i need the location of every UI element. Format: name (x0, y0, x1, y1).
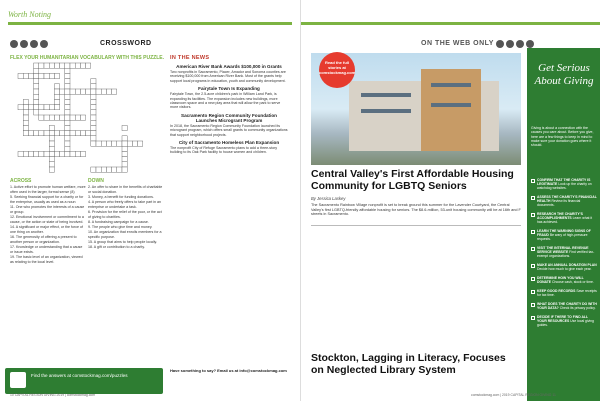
article1-title[interactable]: Central Valley's First Affordable Housing Community for LGBTQ Seniors (311, 168, 514, 192)
right-page (300, 0, 600, 401)
news-story-title[interactable]: Fairytale Town Is Expanding (198, 86, 260, 92)
crossword-cell[interactable] (65, 115, 70, 120)
crossword-cell[interactable] (70, 63, 75, 68)
across-label: ACROSS (10, 178, 32, 184)
crossword-cell[interactable] (91, 79, 96, 84)
checkbox-icon (531, 213, 535, 217)
crossword-cell[interactable] (34, 79, 39, 84)
checklist-head: LEARN THE WARNING SIGNS OF FRAUD (537, 229, 591, 237)
crossword-cell[interactable] (18, 151, 23, 156)
crossword-cell[interactable] (65, 136, 70, 141)
building-tower (421, 69, 481, 151)
news-story-title[interactable]: City of Sacramento Homeless Plan Expansion (178, 140, 280, 146)
clue-item: 18. A gift or contribution to a charity. (88, 245, 145, 249)
crossword-cell[interactable] (65, 89, 70, 94)
crossword-cell[interactable] (54, 73, 59, 78)
crossword-cell[interactable] (39, 105, 44, 110)
crossword-cell[interactable] (23, 151, 28, 156)
checklist-detail: Choose cash, stock or time. (552, 280, 594, 284)
news-story-body: Fairytale Town, the 2.5-acre children's park in William Land Park, is expanding its facilities. The expansion includes new buildings, more classroom space and a new play area that will allow the park to serve more visitors. (170, 92, 281, 110)
crossword-cell[interactable] (80, 131, 85, 136)
crossword-cell[interactable] (23, 120, 28, 125)
crossword-cell[interactable] (23, 73, 28, 78)
crossword-cell[interactable] (75, 115, 80, 120)
checklist-item (531, 276, 597, 284)
crossword-cell[interactable] (75, 89, 80, 94)
checklist-text (537, 178, 597, 190)
window-row (431, 103, 471, 107)
crossword-cell[interactable] (91, 89, 96, 94)
crossword-cell[interactable] (39, 151, 44, 156)
header-rule (8, 22, 292, 25)
crossword-cell[interactable] (65, 73, 70, 78)
crossword-cell[interactable] (49, 151, 54, 156)
crossword-cell[interactable] (34, 99, 39, 104)
crossword-cell[interactable] (28, 105, 33, 110)
sidebar-title: Get Serious About Giving (534, 62, 594, 87)
crossword-cell[interactable] (34, 63, 39, 68)
crossword-cell[interactable] (106, 141, 111, 146)
header-rule-right (301, 22, 600, 25)
crossword-cell[interactable] (91, 94, 96, 99)
crossword-cell[interactable] (34, 94, 39, 99)
news-header: IN THE NEWS (170, 55, 210, 61)
window-row (361, 109, 411, 113)
crossword-cell[interactable] (122, 146, 127, 151)
checklist-detail: Be wary of high-pressure requests. (537, 233, 588, 241)
crossword-cell[interactable] (70, 89, 75, 94)
crossword-cell[interactable] (34, 105, 39, 110)
social-icons (10, 40, 48, 48)
crossword-cell[interactable] (44, 151, 49, 156)
crossword-cell[interactable] (49, 157, 54, 162)
crossword-cell[interactable] (65, 68, 70, 73)
crossword-cell[interactable] (23, 125, 28, 130)
crossword-cell[interactable] (34, 84, 39, 89)
window-row (361, 93, 411, 97)
crossword-cell[interactable] (65, 99, 70, 104)
crossword-cell[interactable] (28, 73, 33, 78)
crossword-cell[interactable] (34, 89, 39, 94)
crossword-cell[interactable] (44, 131, 49, 136)
instagram-icon[interactable] (516, 40, 524, 48)
crossword-cell[interactable] (96, 141, 101, 146)
crossword-cell[interactable] (112, 141, 117, 146)
crossword-cell[interactable] (60, 63, 65, 68)
crossword-cell[interactable] (106, 89, 111, 94)
clue-item: 19. The basic level of an organization, viewed as relating to the local level. (10, 255, 83, 264)
crossword-cell[interactable] (86, 63, 91, 68)
crossword-cell[interactable] (49, 115, 54, 120)
checkbox-icon (531, 290, 535, 294)
news-story-body: Two nonprofits in Sacramento, Placer, Amador and Sonoma counties are receiving $100,000 from American River Bank. Most of the grants help support local programs in education, youth and community development. (170, 70, 286, 83)
checklist-text (537, 229, 597, 241)
checklist-head: ASSESS THE CHARITY'S FINANCIAL HEALTH (537, 195, 597, 203)
divider (311, 225, 521, 226)
checklist-head: KEEP GOOD RECORDS (537, 289, 576, 293)
crossword-cell[interactable] (132, 141, 137, 146)
crossword-cell[interactable] (60, 115, 65, 120)
crossword-cell[interactable] (65, 79, 70, 84)
checklist-detail: Review its financial documents. (537, 199, 581, 207)
crossword-cell[interactable] (80, 115, 85, 120)
crossword-cell[interactable] (49, 131, 54, 136)
crossword-cell[interactable] (23, 115, 28, 120)
clue-item: 2. An offer to share in the benefits of charitable or social donation. (88, 185, 163, 194)
crossword-cell[interactable] (80, 89, 85, 94)
crossword-grid[interactable] (10, 62, 165, 174)
checklist-detail: Decide how much to give each year. (537, 267, 592, 271)
crossword-cell[interactable] (34, 68, 39, 73)
crossword-cell[interactable] (49, 162, 54, 167)
checklist-text (537, 315, 597, 327)
crossword-cell[interactable] (39, 73, 44, 78)
crossword-cell[interactable] (65, 120, 70, 125)
crossword-cell[interactable] (91, 141, 96, 146)
news-story-body: In 2018, the Sacramento Region Community Foundation launched its microgrant program, which offers small grants to community organizations that support neighborhood projects. (170, 123, 288, 137)
checklist-detail: Check its privacy policy. (559, 306, 596, 310)
crossword-cell[interactable] (101, 167, 106, 172)
news-story-title[interactable]: Sacramento Region Community Foundation Launches Microgrant Program (181, 112, 277, 123)
clue-item: 14. A significant or major effect, or the force of one thing on another. (10, 225, 84, 234)
crossword-cell[interactable] (75, 131, 80, 136)
crossword-cell[interactable] (91, 136, 96, 141)
down-clues (88, 185, 164, 250)
checkbox-icon (531, 179, 535, 183)
crossword-cell[interactable] (49, 146, 54, 151)
clue-item: 6. Provision for the relief of the poor, or the act of giving to charities. (88, 210, 162, 219)
crossword-cell[interactable] (60, 151, 65, 156)
crossword-cell[interactable] (117, 167, 122, 172)
checklist-head: VISIT THE INTERNAL REVENUE SERVICE WEBSITE (537, 246, 589, 254)
clue-item: 9. The people who give time and money. (88, 225, 153, 229)
crossword-cell[interactable] (44, 63, 49, 68)
crossword-cell[interactable] (49, 105, 54, 110)
facebook-icon[interactable] (496, 40, 504, 48)
crossword-cell[interactable] (96, 167, 101, 172)
crossword-cell[interactable] (39, 63, 44, 68)
crossword-cell[interactable] (49, 125, 54, 130)
checkbox-icon (531, 303, 535, 307)
article1-byline: By Jessica Laskey (311, 196, 346, 201)
crossword-cell[interactable] (54, 151, 59, 156)
checklist-text (537, 195, 597, 207)
crossword-cell[interactable] (122, 141, 127, 146)
checklist-detail: Learn what it has achieved. (537, 216, 593, 224)
checklist-detail: Look up the charity on watchdog websites. (537, 182, 592, 190)
clue-item: 5. Seeking financial support for a charity or for the enterprise, usually as used as a noun (10, 195, 84, 204)
crossword-cell[interactable] (70, 131, 75, 136)
checklist-item (531, 229, 597, 241)
crossword-cell[interactable] (101, 141, 106, 146)
crossword-cell[interactable] (34, 73, 39, 78)
crossword-cell[interactable] (54, 131, 59, 136)
crossword-cell[interactable] (65, 110, 70, 115)
clue-item: 17. Knowledge or understanding that a cause or issue exists. (10, 245, 83, 254)
crossword-cell[interactable] (75, 151, 80, 156)
crossword-label: CROSSWORD (100, 40, 152, 47)
crossword-cell[interactable] (34, 151, 39, 156)
crossword-cell[interactable] (34, 110, 39, 115)
checklist-detail: Find verified tax-exempt organizations. (537, 250, 595, 258)
crossword-cell[interactable] (65, 131, 70, 136)
crossword-cell[interactable] (70, 115, 75, 120)
checklist (531, 178, 597, 332)
checklist-item (531, 302, 597, 310)
crossword-cell[interactable] (34, 131, 39, 136)
social-icons-right (496, 40, 534, 48)
giving-sidebar (527, 48, 600, 401)
checklist-text (537, 212, 597, 224)
crossword-cell[interactable] (86, 131, 91, 136)
checklist-item (531, 178, 597, 190)
crossword-cell[interactable] (91, 131, 96, 136)
crossword-cell[interactable] (23, 131, 28, 136)
crossword-cell[interactable] (54, 84, 59, 89)
crossword-cell[interactable] (60, 131, 65, 136)
crossword-cell[interactable] (75, 63, 80, 68)
crossword-cell[interactable] (49, 167, 54, 172)
clue-item: 8. A fundraising campaign for a cause. (88, 220, 149, 224)
clue-item: 3. Money, a benefit for funding donations. (88, 195, 154, 199)
clue-item: 16. The generosity of offering a present to another person or organization. (10, 235, 77, 244)
instagram-icon[interactable] (30, 40, 38, 48)
right-footer: comstockmag.com | 2019 CAPITAL REGION GIVING 11 (471, 393, 556, 397)
crossword-cell[interactable] (18, 73, 23, 78)
checklist-head: DETERMINE HOW YOU WILL DONATE (537, 276, 584, 284)
crossword-cell[interactable] (91, 167, 96, 172)
checkbox-icon (531, 196, 535, 200)
answers-promo[interactable] (5, 368, 163, 394)
crossword-cell[interactable] (44, 115, 49, 120)
crossword-cell[interactable] (91, 84, 96, 89)
crossword-cell[interactable] (65, 125, 70, 130)
clue-item: 15. A group that aims to help people locally. (88, 240, 158, 244)
crossword-cell[interactable] (122, 167, 127, 172)
crossword-cell[interactable] (65, 94, 70, 99)
crossword-cell[interactable] (23, 105, 28, 110)
twitter-icon[interactable] (20, 40, 28, 48)
facebook-icon[interactable] (10, 40, 18, 48)
sidebar-intro: Giving is about a connection with the causes you care about. Before you give, here are a few things to keep in mind to make sure your donation goes where it should. (531, 126, 594, 148)
checklist-detail: Use local giving guides. (537, 319, 594, 327)
clue-item: 12. Emotional involvement or commitment to a cause, or the action or state of being involved. (10, 215, 84, 224)
section-tag: Worth Noting (8, 10, 52, 19)
news-footer: Have something to say? Email us at info@comstockmag.com (170, 368, 287, 373)
across-clues (10, 185, 86, 265)
crossword-cell[interactable] (54, 94, 59, 99)
news-column (170, 55, 288, 155)
crossword-cell[interactable] (91, 125, 96, 130)
puzzle-subtitle: FLEX YOUR HUMANITARIAN VOCABULARY WITH THIS PUZZLE. (10, 55, 164, 61)
crossword-cell[interactable] (54, 105, 59, 110)
crossword-cell[interactable] (65, 63, 70, 68)
crossword-cell[interactable] (80, 151, 85, 156)
crossword-cell[interactable] (112, 167, 117, 172)
news-story-body: The nonprofit City of Refuge Sacramento plans to add a three-story building to its Oak Park facility to house women and children. (170, 146, 278, 155)
checklist-item (531, 212, 597, 224)
checkbox-icon (531, 247, 535, 251)
crossword-cell[interactable] (80, 63, 85, 68)
crossword-cell[interactable] (122, 162, 127, 167)
crossword-cell[interactable] (86, 89, 91, 94)
crossword-cell[interactable] (49, 136, 54, 141)
crossword-cell[interactable] (54, 115, 59, 120)
checklist-item (531, 246, 597, 258)
checkbox-icon (531, 230, 535, 234)
checklist-text (537, 276, 597, 284)
news-story-title[interactable]: American River Bank Awards $100,000 in Grants (176, 64, 282, 69)
checklist-text (537, 289, 597, 297)
twitter-icon[interactable] (506, 40, 514, 48)
clue-item: 11. One who promotes the interests of a cause or group. (10, 205, 85, 214)
checklist-text (537, 246, 597, 258)
crossword-cell[interactable] (91, 99, 96, 104)
article2-title[interactable]: Stockton, Lagging in Literacy, Focuses on Neglected Library System (311, 352, 506, 376)
crossword-cell[interactable] (65, 146, 70, 151)
checklist-head: WHAT DOES THE CHARITY DO WITH YOUR DATA? (537, 302, 597, 310)
checklist-item (531, 289, 597, 297)
crossword-cell[interactable] (23, 110, 28, 115)
crossword-cell[interactable] (70, 151, 75, 156)
down-label: DOWN (88, 178, 104, 184)
checkbox-icon (531, 316, 535, 320)
linkedin-icon[interactable] (40, 40, 48, 48)
crossword-cell[interactable] (44, 105, 49, 110)
crossword-cell[interactable] (101, 89, 106, 94)
crossword-cell[interactable] (39, 115, 44, 120)
crossword-cell[interactable] (65, 84, 70, 89)
crossword-cell[interactable] (122, 151, 127, 156)
crossword-cell[interactable] (91, 115, 96, 120)
crossword-cell[interactable] (49, 73, 54, 78)
window-row (431, 83, 471, 87)
crossword-cell[interactable] (49, 63, 54, 68)
crossword-cell[interactable] (18, 105, 23, 110)
crossword-cell[interactable] (122, 157, 127, 162)
crossword-cell[interactable] (96, 89, 101, 94)
checklist-head: CONFIRM THAT THE CHARITY IS LEGITIMATE (537, 178, 591, 186)
clue-item: 4. A person who freely offers to take part in an enterprise or undertake a task. (88, 200, 162, 209)
crossword-cell[interactable] (106, 167, 111, 172)
crossword-cell[interactable] (127, 141, 132, 146)
crossword-cell[interactable] (54, 99, 59, 104)
crossword-cell[interactable] (117, 141, 122, 146)
linkedin-icon[interactable] (526, 40, 534, 48)
crossword-cell[interactable] (54, 89, 59, 94)
checklist-item (531, 315, 597, 327)
checklist-text (537, 302, 597, 310)
crossword-cell[interactable] (91, 110, 96, 115)
checklist-head: MAKE AN ANNUAL DONATION PLAN (537, 263, 597, 267)
clue-item: 10. An organization that enrolls members for a specific purpose. (88, 230, 162, 239)
crossword-cell[interactable] (60, 89, 65, 94)
checklist-text (537, 263, 597, 271)
crossword-cell[interactable] (122, 125, 127, 130)
checkbox-icon (531, 264, 535, 268)
checklist-head: DECIDE IF THERE TO FIND ALL YOUR RESOURCES (537, 315, 588, 323)
crossword-cell[interactable] (39, 131, 44, 136)
crossword-cell[interactable] (91, 120, 96, 125)
web-only-label: ON THE WEB ONLY (421, 40, 494, 47)
crossword-cell[interactable] (65, 105, 70, 110)
crossword-cell[interactable] (65, 151, 70, 156)
checklist-item (531, 195, 597, 207)
crossword-cell[interactable] (65, 141, 70, 146)
promo-text: Find the answers at comstockmag.com/puzzles (31, 373, 128, 378)
crossword-cell[interactable] (28, 131, 33, 136)
left-footer: 10 CAPITAL REGION GIVING 2019 | comstockmag.com (10, 393, 96, 397)
crossword-cell[interactable] (91, 105, 96, 110)
checklist-item (531, 263, 597, 271)
crossword-cell[interactable] (28, 151, 33, 156)
laptop-icon (10, 372, 26, 388)
checkbox-icon (531, 277, 535, 281)
crossword-cell[interactable] (138, 141, 143, 146)
crossword-cell[interactable] (44, 73, 49, 78)
checklist-detail: Save receipts for tax time. (537, 289, 597, 297)
crossword-cell[interactable] (23, 99, 28, 104)
crossword-cell[interactable] (49, 141, 54, 146)
checklist-head: RESEARCH THE CHARITY'S ACCOMPLISHMENTS (537, 212, 583, 220)
crossword-cell[interactable] (122, 136, 127, 141)
clue-item: 1. Active effort to promote human welfare, more often used in the larger, formal sense (8) (10, 185, 86, 194)
article1-body: The Sacramento Rainbow Village nonprofit is set to break ground this summer for the Lavender Courtyard, the Central Valley's first LGBTQ-friendly affordable housing for seniors. The $8.6-million, 53-unit housing community will be at 16th and F streets in Sacramento. (311, 203, 521, 217)
crossword-cell[interactable] (54, 63, 59, 68)
read-more-badge[interactable]: Read the full stories at comstockmag.com (319, 52, 355, 88)
crossword-cell[interactable] (112, 89, 117, 94)
